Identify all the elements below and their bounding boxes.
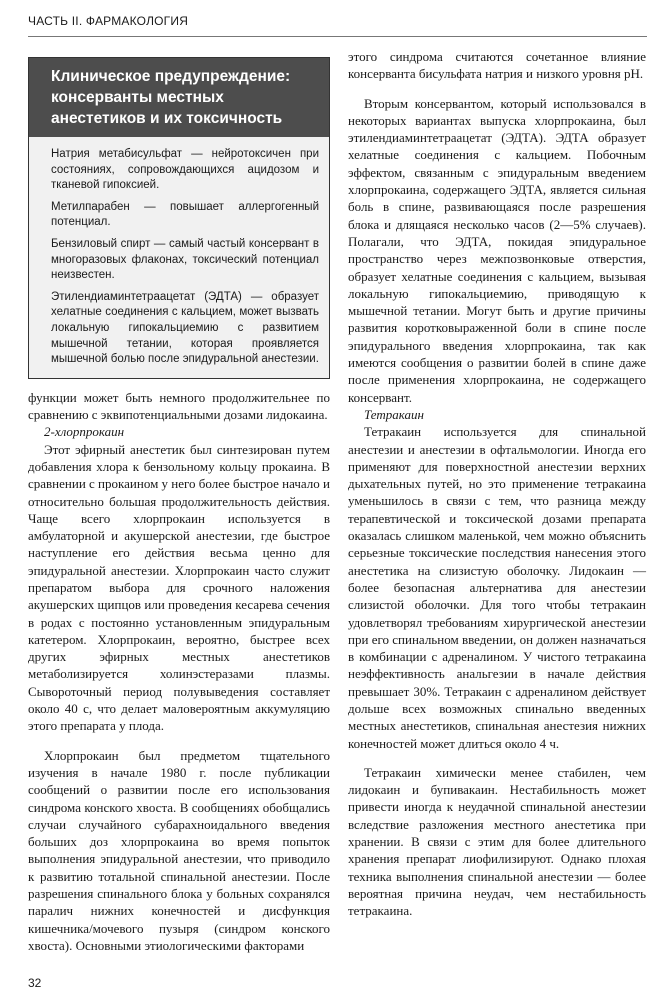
paragraph: Тетракаин используется для спинальной анестезии и анестезии в офтальмологии. Иногда его применяют для поверхностной анестезии верхних дыхательных путей, но это применение тетракаина уменьшилось в связи с тем, что разница между терапевтической и токсической дозами препарата оказалась слишком маленькой, чем можно объяснить серьезные токсические последствия нанесения этого анестетика на слизистую оболочку. Лидокаин — более безопасная альтернатива для анестезии слизистой оболочки. Для того чтобы тетракаин удовлетворял требованиям хирургической анестезии при его спинальном введении, он должен назначаться в комбинации с адреналином. У чистого тетракаина неэффективность анальгезии в начале действия превышает 30%. Тетракаин с адреналином действует дольше всех возможных спинально введенных местных анестетиков, спинальная анестезия нижних конечностей может длиться около 4 ч. [348, 424, 646, 751]
paragraph: Вторым консервантом, который использовался в некоторых вариантах выпуска хлорпрокаина, был этилендиаминтетраацетат (ЭДТА). ЭДТА образует хелатные соединения с кальцием. Побочным эффектом, связанным с эпидуральным введением хлорпрокаина, содержащего ЭДТА, является сильная боль в спине, развивающаяся после разрешения блока и длящаяся несколько часов (2—5% случаев). Полагали, что ЭДТА, покидая эпидуральное пространство через межпозвонковые отверстия, образует хелатные соединения с кальцием, вызывая локальную гипокальциемию, приводящую к мышечной тетании. Могут быть и другие причины развития коротковыраженной боли в спине после эпидурального введения хлорпрокаина, так как имеются сообщения о развитии болей в спине даже после применения хлорпрокаина, не содержащего консервант. [348, 95, 646, 405]
right-column [348, 48, 646, 920]
running-head: ЧАСТЬ II. ФАРМАКОЛОГИЯ [28, 14, 189, 28]
header-rule [28, 36, 647, 37]
warning-item: Натрия метабисульфат — нейротоксичен при состояниях, сопровождающихся ацидозом и тканевой гипоксией. [51, 148, 319, 192]
page-number: 32 [28, 976, 42, 990]
paragraph: Этот эфирный анестетик был синтезирован путем добавления хлора к бензольному кольцу прокаина. В сравнении с прокаином у него более быстрое начало и относительно большая продолжительность действия. Чаще всего хлорпрокаин используется в амбулаторной и акушерской анестезии, где быстрое наступление его действия весьма ценно для эпидуральной анестезии. Хлорпрокаин часто служит препаратом выбора для срочного наложения акушерских щипцов или проведения кесарева сечения в родах с постоянно установленным эпидуральным катетером. Хлорпрокаин, вероятно, быстрее всех других эфирных местных анестетиков метаболизируется холинэстеразами плазмы. Сывороточный период полувыведения составляет около 40 с, что делает маловероятным аккумуляцию этого препарата у плода. [28, 441, 330, 734]
warning-box-title: Клиническое предупреждение: консерванты местных анестетиков и их токсичность [29, 58, 329, 137]
subhead-tetracaine: Тетракаин [364, 406, 424, 422]
subhead-chloroprocaine: 2-хлорпрокаин [44, 424, 125, 440]
warning-item: Метилпарабен — повышает аллергогенный потенциал. [51, 200, 319, 229]
paragraph: Хлорпрокаин был предметом тщательного изучения в начале 1980 г. после публикации сообщений о развитии после его использования синдрома конского хвоста. В сообщениях обобщались случаи случайного субарахноидального введения больших доз хлорпрокаина во время попыток выполнения эпидуральной анестезии, что приводило к развитию тотальной спинальной анестезии. После разрешения спинального блока у больных сохранялся паралич нижних конечностей и дисфункция кишечника/мочевого пузыря (синдром конского хвоста). Основными этиологическими факторами [28, 747, 330, 953]
left-column [28, 57, 330, 954]
paragraph-continuation: этого синдрома считаются сочетанное влияние консерванта бисульфата натрия и низкого уровня pH. [348, 49, 646, 82]
warning-item: Этилендиаминтетраацетат (ЭДТА) — образует хелатные соединения с кальцием, может вызвать локальную гипокальциемию с развитием мышечной тетании, которая проявляется мышечной болью после эпидуральной анестезии. [51, 290, 319, 366]
warning-box-body [29, 137, 329, 378]
paragraph-continuation: функции может быть немного продолжительнее по сравнению с эквипотенциальными дозами лидокаина. [28, 389, 330, 423]
warning-item: Бензиловый спирт — самый частый консервант в многоразовых флаконах, токсический потенциал неизвестен. [51, 237, 319, 282]
paragraph: Тетракаин химически менее стабилен, чем лидокаин и бупивакаин. Нестабильность может привести иногда к неудачной спинальной анестезии вследствие разложения местного анестетика при хранении. В связи с этим для более длительного хранения препарат лиофилизируют. Однако плохая техника выполнения спинальной анестезии — более вероятная причина неудач, чем нестабильность тетракаина. [348, 764, 646, 919]
clinical-warning-box [28, 57, 330, 379]
